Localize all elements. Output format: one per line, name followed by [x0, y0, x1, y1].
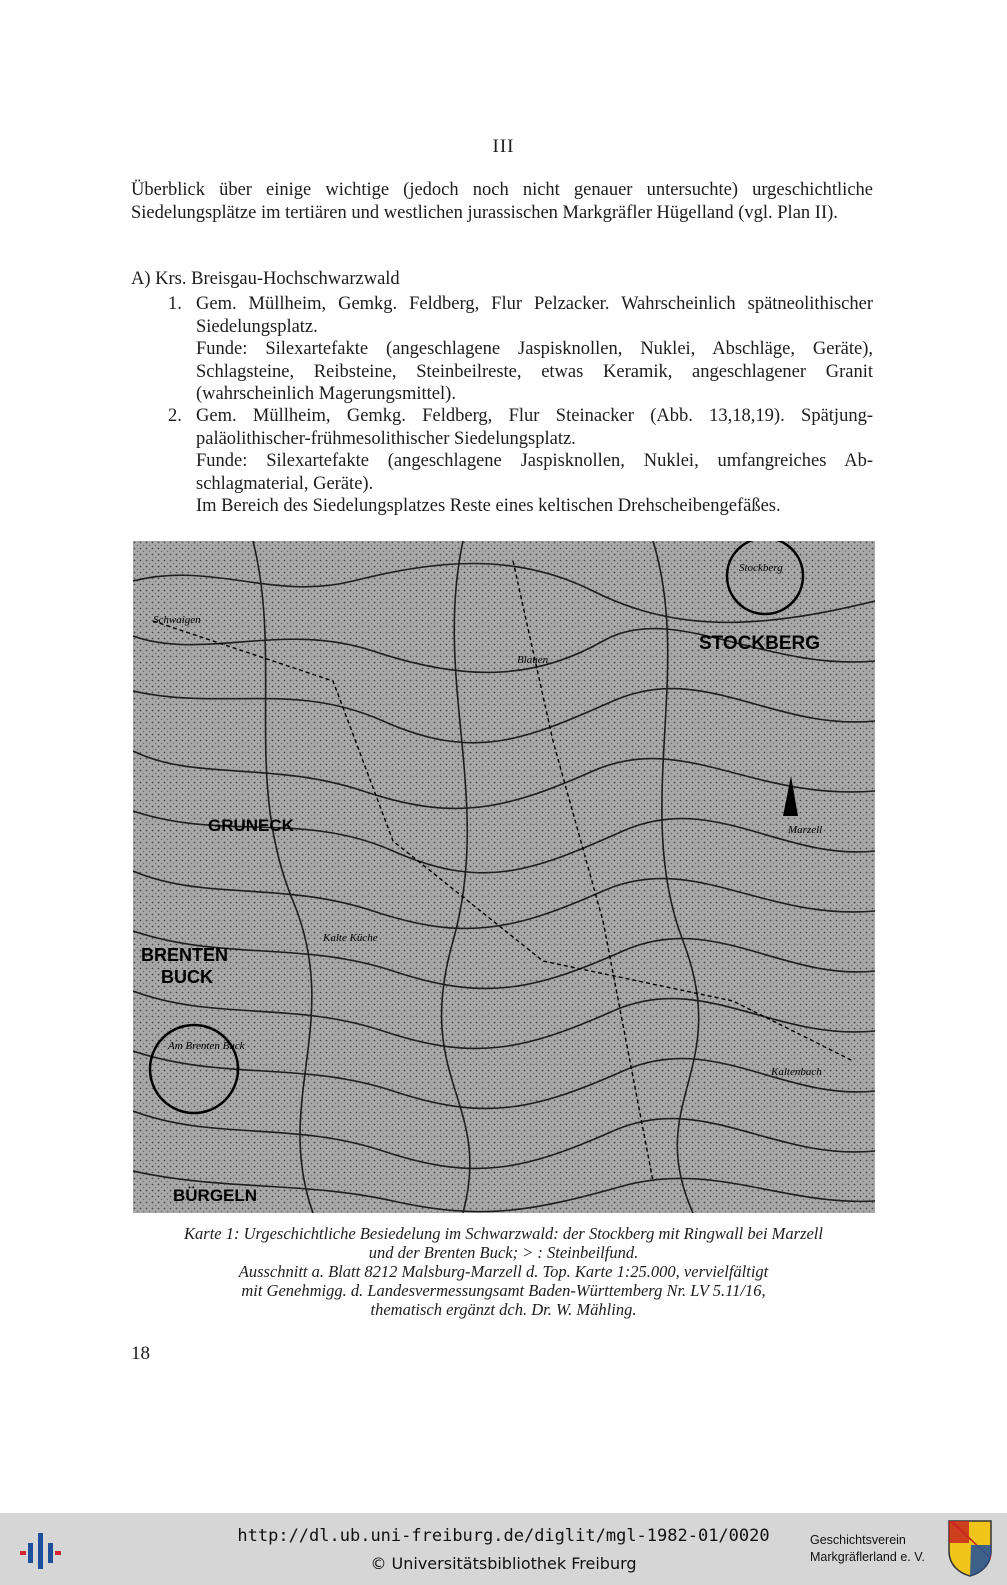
caption-line: Karte 1: Urgeschichtliche Besiedelung im Schwarzwald: der Stockberg mit Ringwall bei Marzell — [184, 1224, 823, 1243]
map-label-gruneck: GRUNECK — [208, 816, 294, 835]
map-label-stockberg: STOCKBERG — [699, 633, 821, 654]
caption-line: und der Brenten Buck; > : Steinbeilfund. — [368, 1243, 639, 1262]
footer-copyright: © Universitätsbibliothek Freiburg — [370, 1554, 637, 1573]
page-number-top: III — [492, 136, 515, 157]
coat-of-arms-icon — [947, 1519, 993, 1582]
item-text: Im Bereich des Siedelungsplatzes Reste eines keltischen Drehscheibengefäßes. — [196, 496, 781, 516]
list-item — [168, 405, 873, 518]
map-label-blauen: Blauen — [517, 654, 549, 666]
item-text: Funde: Silexartefakte (angeschlagene Jaspisknollen, Nuklei, umfangreiches Abschlagmaterial, Geräte). — [196, 451, 873, 494]
page-number-bottom: 18 — [131, 1343, 150, 1364]
map-label-kalte-kueche: Kalte Küche — [323, 932, 378, 944]
caption-line: thematisch ergänzt dch. Dr. W. Mähling. — [370, 1300, 637, 1319]
org-name-line: Geschichtsverein — [810, 1533, 906, 1547]
map-label-schwaigen: Schwaigen — [153, 614, 201, 626]
map-label-brenten: BRENTEN — [141, 945, 229, 965]
caption-line: mit Genehmigg. d. Landesvermessungsamt Baden-Württemberg Nr. LV 5.11/16, — [241, 1281, 766, 1300]
map-label-kaltenbach: Kaltenbach — [771, 1066, 822, 1078]
map-label-am-brenten-buck: Am Brenten Buck — [168, 1040, 245, 1052]
map-label-stockberg-small: Stockberg — [739, 562, 783, 574]
section-heading: A) Krs. Breisgau-Hochschwarzwald — [131, 269, 400, 289]
item-number: 1. — [168, 294, 182, 314]
item-text: Gem. Müllheim, Gemkg. Feldberg, Flur Steinacker (Abb. 13,18,19). Spätjungpaläolithischer-frühmesolithischer Siedelungsplatz. — [196, 406, 873, 449]
org-name-line: Markgräflerland e. V. — [810, 1550, 925, 1564]
footer-organization — [810, 1532, 925, 1566]
map-caption — [110, 1224, 897, 1319]
map-label-marzell: Marzell — [788, 824, 823, 836]
list-item — [168, 293, 873, 406]
caption-line: Ausschnitt a. Blatt 8212 Malsburg-Marzell d. Top. Karte 1:25.000, vervielfältigt — [238, 1262, 769, 1281]
map-drawing — [133, 541, 875, 1213]
map-label-buck: BUCK — [161, 967, 213, 987]
item-text: Funde: Silexartefakte (angeschlagene Jaspisknollen, Nuklei, Abschläge, Geräte), Schlagsteine, Reibsteine, Steinbeilreste, etwas Keramik, angeschlagener Granit (wahrscheinlich Magerungsmittel). — [196, 339, 873, 404]
intro-paragraph: Überblick über einige wichtige (jedoch noch nicht genauer untersuchte) urgeschichtliche Siedelungsplätze im tertiären und westlichen jurassischen Markgräfler Hügelland (vgl. Plan II). — [131, 180, 873, 223]
footer-url-link[interactable]: http://dl.ub.uni-freiburg.de/diglit/mgl-1982-01/0020 — [237, 1526, 770, 1546]
item-text: Gem. Müllheim, Gemkg. Feldberg, Flur Pelzacker. Wahrscheinlich spätneolithischer Siedelungsplatz. — [196, 294, 873, 337]
item-number: 2. — [168, 406, 182, 426]
topographic-map — [133, 541, 875, 1213]
footer-bar — [0, 1513, 1007, 1585]
map-label-buergeln: BÜRGELN — [173, 1186, 258, 1205]
